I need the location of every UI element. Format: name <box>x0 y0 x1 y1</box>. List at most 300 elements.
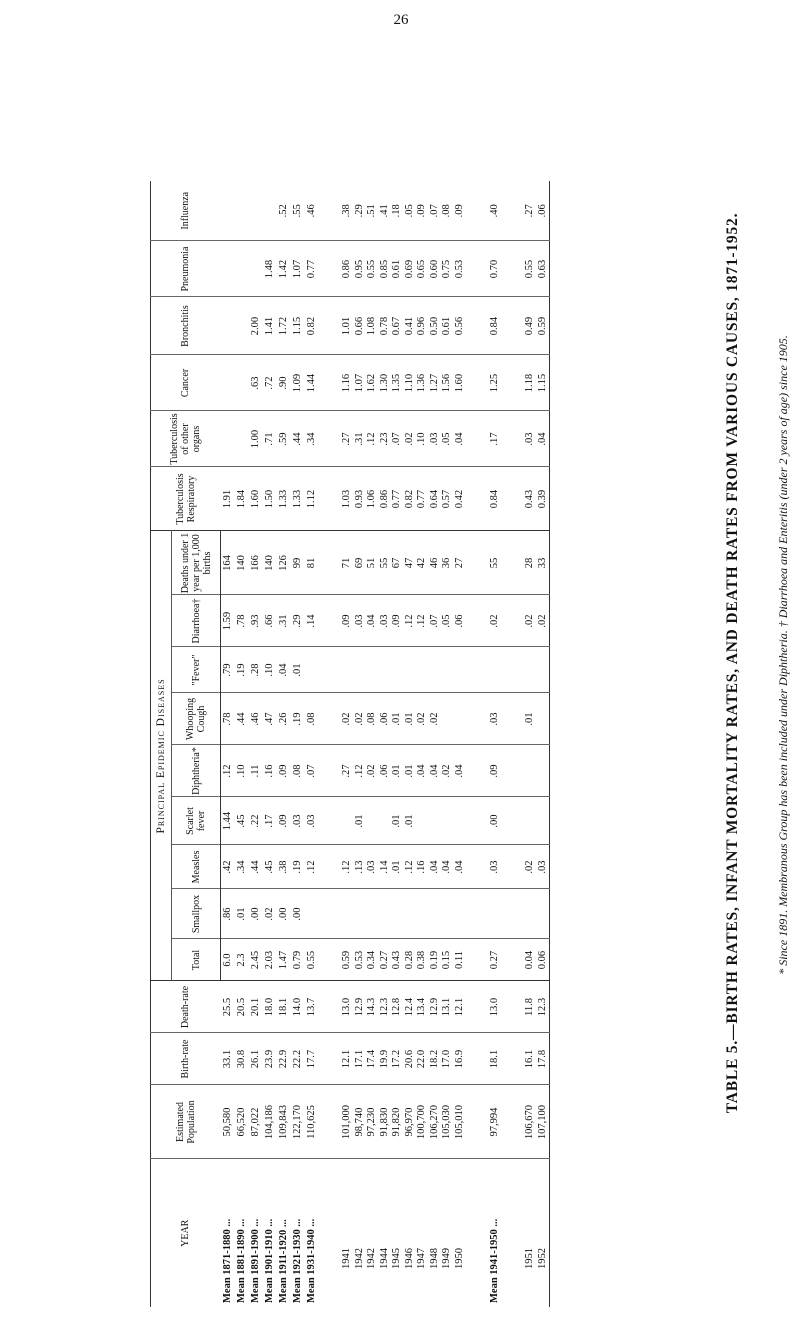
cell-measles: .03 <box>366 845 379 889</box>
cell-flu: .29 <box>354 181 367 241</box>
cell-population: 91,830 <box>379 1085 392 1159</box>
cell-smallpox <box>429 889 442 939</box>
cell-diph: .01 <box>404 745 417 797</box>
cell-measles: .03 <box>537 845 550 889</box>
cell-year: 1949 <box>441 1248 452 1269</box>
cell-diph: .09 <box>488 745 502 797</box>
spacer-cell <box>502 411 524 467</box>
cell-cancer: 1.60 <box>454 355 467 411</box>
cell-total: 0.34 <box>366 939 379 981</box>
cell-total: 2.03 <box>263 939 277 981</box>
cell-scarlet: .01 <box>404 797 417 845</box>
cell-bronch: 1.08 <box>366 297 379 355</box>
cell-bronch: 0.50 <box>429 297 442 355</box>
cell-year: 1948 <box>428 1248 440 1269</box>
cell-birth: 20.6 <box>404 1033 417 1085</box>
cell-population: 97,994 <box>488 1085 502 1159</box>
cell-infant: 28 <box>524 531 537 595</box>
cell-measles: .45 <box>263 845 277 889</box>
cell-year: Mean 1881-1890 ... <box>235 1218 247 1303</box>
cell-diph: .01 <box>391 745 404 797</box>
cell-scarlet <box>441 797 454 845</box>
cell-infant: 140 <box>235 531 249 595</box>
cell-pneu: 0.75 <box>441 241 454 297</box>
cell-death: 20.1 <box>249 981 263 1033</box>
cell-tb: 0.77 <box>391 467 404 531</box>
cell-year: Mean 1901-1910 ... <box>263 1218 275 1303</box>
spacer-cell <box>319 939 341 981</box>
cell-birth: 17.7 <box>305 1033 319 1085</box>
cell-flu: .18 <box>391 181 404 241</box>
spacer-cell <box>466 745 488 797</box>
cell-pneu <box>249 241 263 297</box>
header-year: YEAR <box>180 1219 192 1247</box>
cell-total: 0.43 <box>391 939 404 981</box>
header-tuberculosis: Tuberculosis Respiratory <box>151 467 221 531</box>
cell-measles: .12 <box>341 845 354 889</box>
spacer-cell <box>319 531 341 595</box>
table-row <box>391 181 404 1307</box>
cell-year: Mean 1931-1940 ... <box>305 1218 317 1303</box>
cell-measles: .38 <box>277 845 291 889</box>
cell-tb: 1.50 <box>263 467 277 531</box>
table-row <box>263 181 277 1307</box>
cell-pneu: 0.77 <box>305 241 319 297</box>
cell-birth: 17.4 <box>366 1033 379 1085</box>
cell-whoop <box>454 693 467 745</box>
table-row <box>416 181 429 1307</box>
cell-whoop: .06 <box>379 693 392 745</box>
cell-measles: .04 <box>429 845 442 889</box>
cell-total: 0.06 <box>537 939 550 981</box>
cell-scarlet <box>379 797 392 845</box>
table-spacer-row <box>319 181 341 1307</box>
cell-infant: 71 <box>341 531 354 595</box>
cell-pneu <box>235 241 249 297</box>
cell-whoop: .47 <box>263 693 277 745</box>
cell-fever <box>366 647 379 693</box>
header-epidemic-band: Principal Epidemic Diseases <box>151 531 172 981</box>
cell-tb: 0.84 <box>488 467 502 531</box>
spacer-cell <box>502 797 524 845</box>
spacer-cell <box>466 411 488 467</box>
cell-tbo: .44 <box>291 411 305 467</box>
cell-diarr: .02 <box>488 595 502 647</box>
spacer-cell <box>466 1033 488 1085</box>
cell-scarlet <box>537 797 550 845</box>
spacer-cell <box>502 845 524 889</box>
table-row <box>277 181 291 1307</box>
cell-bronch: 2.00 <box>249 297 263 355</box>
table-row <box>379 181 392 1307</box>
cell-cancer: 1.27 <box>429 355 442 411</box>
cell-measles: .19 <box>291 845 305 889</box>
cell-tbo: .27 <box>341 411 354 467</box>
cell-tbo <box>221 411 236 467</box>
cell-pneu: 0.55 <box>524 241 537 297</box>
cell-whoop: .78 <box>221 693 236 745</box>
cell-death: 12.4 <box>404 981 417 1033</box>
table-row <box>524 181 537 1307</box>
cell-infant: 33 <box>537 531 550 595</box>
spacer-cell <box>502 1159 524 1307</box>
cell-year: 1942 <box>353 1248 365 1269</box>
spacer-cell <box>319 297 341 355</box>
cell-birth: 22.0 <box>416 1033 429 1085</box>
cell-whoop <box>441 693 454 745</box>
cell-pneu: 0.55 <box>366 241 379 297</box>
cell-tbo: .03 <box>524 411 537 467</box>
cell-diph: .10 <box>235 745 249 797</box>
cell-death: 18.1 <box>277 981 291 1033</box>
cell-tbo: .17 <box>488 411 502 467</box>
cell-death: 12.9 <box>354 981 367 1033</box>
cell-death: 12.3 <box>379 981 392 1033</box>
cell-birth: 17.8 <box>537 1033 550 1085</box>
cell-flu: .41 <box>379 181 392 241</box>
table-row <box>429 181 442 1307</box>
header-diarrhoea: Diarrhoea† <box>172 595 221 647</box>
cell-fever <box>429 647 442 693</box>
cell-scarlet: .03 <box>291 797 305 845</box>
cell-birth: 17.1 <box>354 1033 367 1085</box>
cell-scarlet <box>429 797 442 845</box>
cell-diph: .02 <box>366 745 379 797</box>
spacer-cell <box>319 647 341 693</box>
cell-tb: 1.84 <box>235 467 249 531</box>
cell-fever <box>488 647 502 693</box>
cell-measles: .04 <box>454 845 467 889</box>
cell-death: 12.9 <box>429 981 442 1033</box>
cell-whoop: .19 <box>291 693 305 745</box>
cell-year: Mean 1941-1950 ... <box>488 1218 500 1303</box>
cell-measles: .13 <box>354 845 367 889</box>
header-tb-other: Tuberculosis of other organs <box>151 411 221 467</box>
cell-diph: .12 <box>221 745 236 797</box>
cell-tbo: .71 <box>263 411 277 467</box>
header-cancer: Cancer <box>151 355 221 411</box>
cell-diarr: .06 <box>454 595 467 647</box>
cell-year: 1942 <box>366 1248 377 1269</box>
spacer-cell <box>502 595 524 647</box>
cell-tb: 1.33 <box>277 467 291 531</box>
spacer-cell <box>466 647 488 693</box>
cell-bronch: 0.96 <box>416 297 429 355</box>
spacer-cell <box>466 355 488 411</box>
cell-flu <box>221 181 236 241</box>
cell-total: 0.15 <box>441 939 454 981</box>
cell-birth: 18.2 <box>429 1033 442 1085</box>
cell-scarlet: .45 <box>235 797 249 845</box>
cell-birth: 30.8 <box>235 1033 249 1085</box>
cell-death: 13.1 <box>441 981 454 1033</box>
cell-population: 110,625 <box>305 1085 319 1159</box>
cell-scarlet <box>524 797 537 845</box>
cell-whoop: .02 <box>341 693 354 745</box>
cell-cancer: 1.18 <box>524 355 537 411</box>
cell-flu <box>249 181 263 241</box>
cell-tb: 1.60 <box>249 467 263 531</box>
header-smallpox: Smallpox <box>172 889 221 939</box>
cell-fever <box>537 647 550 693</box>
spacer-cell <box>502 531 524 595</box>
spacer-cell <box>466 531 488 595</box>
cell-whoop: .02 <box>416 693 429 745</box>
cell-infant: 55 <box>379 531 392 595</box>
cell-scarlet <box>416 797 429 845</box>
cell-whoop: .08 <box>366 693 379 745</box>
cell-total: 0.59 <box>341 939 354 981</box>
table-row <box>221 181 236 1307</box>
spacer-cell <box>319 467 341 531</box>
cell-pneu: 0.65 <box>416 241 429 297</box>
spacer-cell <box>319 241 341 297</box>
cell-population: 101,000 <box>341 1085 354 1159</box>
cell-death: 12.3 <box>537 981 550 1033</box>
cell-fever: .28 <box>249 647 263 693</box>
cell-cancer: 1.15 <box>537 355 550 411</box>
cell-tb: 1.12 <box>305 467 319 531</box>
cell-year: 1947 <box>416 1248 427 1269</box>
header-diphtheria: Diphtheria* <box>172 745 221 797</box>
cell-population: 109,843 <box>277 1085 291 1159</box>
table-row <box>354 181 367 1307</box>
cell-total: 1.47 <box>277 939 291 981</box>
cell-measles: .02 <box>524 845 537 889</box>
cell-death: 18.0 <box>263 981 277 1033</box>
cell-fever <box>524 647 537 693</box>
cell-diph: .16 <box>263 745 277 797</box>
cell-diarr: .09 <box>391 595 404 647</box>
cell-flu: .05 <box>404 181 417 241</box>
cell-diarr: .78 <box>235 595 249 647</box>
cell-birth: 16.9 <box>454 1033 467 1085</box>
header-population: Estimated Population <box>151 1085 221 1159</box>
spacer-cell <box>502 647 524 693</box>
cell-bronch: 0.66 <box>354 297 367 355</box>
cell-measles: .03 <box>488 845 502 889</box>
header-pneumonia: Pneumonia <box>151 241 221 297</box>
cell-flu: .38 <box>341 181 354 241</box>
cell-birth: 16.1 <box>524 1033 537 1085</box>
footnote: * Since 1891. Membranous Group has been included under Diphtheria. † Diarrhoea and Enteritis (under 2 years of age) since 1905. <box>776 335 790 975</box>
cell-infant: 55 <box>488 531 502 595</box>
cell-infant: 140 <box>263 531 277 595</box>
cell-infant: 69 <box>354 531 367 595</box>
table-body <box>221 181 550 1307</box>
cell-birth: 33.1 <box>221 1033 236 1085</box>
spacer-cell <box>466 939 488 981</box>
spacer-cell <box>466 797 488 845</box>
cell-population: 105,010 <box>454 1085 467 1159</box>
cell-tbo: .02 <box>404 411 417 467</box>
cell-bronch: 0.84 <box>488 297 502 355</box>
cell-tbo: .59 <box>277 411 291 467</box>
cell-scarlet: .01 <box>391 797 404 845</box>
cell-flu <box>263 181 277 241</box>
cell-whoop: .01 <box>524 693 537 745</box>
cell-scarlet <box>366 797 379 845</box>
cell-tbo: .04 <box>454 411 467 467</box>
cell-birth: 12.1 <box>341 1033 354 1085</box>
table-row <box>488 181 502 1307</box>
cell-scarlet: 1.44 <box>221 797 236 845</box>
cell-bronch: 0.61 <box>441 297 454 355</box>
cell-fever: .01 <box>291 647 305 693</box>
cell-infant: 51 <box>366 531 379 595</box>
cell-smallpox <box>391 889 404 939</box>
cell-diarr: .05 <box>441 595 454 647</box>
table-row <box>291 181 305 1307</box>
cell-flu: .09 <box>454 181 467 241</box>
cell-bronch: 0.67 <box>391 297 404 355</box>
cell-diph: .08 <box>291 745 305 797</box>
cell-tb: 0.64 <box>429 467 442 531</box>
cell-year: 1946 <box>403 1248 415 1269</box>
cell-fever <box>454 647 467 693</box>
spacer-cell <box>319 181 341 241</box>
cell-scarlet: .03 <box>305 797 319 845</box>
cell-tbo: .31 <box>354 411 367 467</box>
spacer-cell <box>502 745 524 797</box>
cell-cancer: 1.62 <box>366 355 379 411</box>
cell-death: 13.0 <box>341 981 354 1033</box>
cell-tb: 1.03 <box>341 467 354 531</box>
cell-pneu: 1.48 <box>263 241 277 297</box>
cell-death: 25.5 <box>221 981 236 1033</box>
cell-death: 12.8 <box>391 981 404 1033</box>
cell-death: 11.8 <box>524 981 537 1033</box>
cell-flu: .08 <box>441 181 454 241</box>
spacer-cell <box>319 889 341 939</box>
cell-scarlet: .00 <box>488 797 502 845</box>
cell-infant: 126 <box>277 531 291 595</box>
cell-fever <box>416 647 429 693</box>
cell-scarlet: .22 <box>249 797 263 845</box>
cell-total: 0.53 <box>354 939 367 981</box>
cell-cancer: 1.30 <box>379 355 392 411</box>
header-infant-deaths: Deaths under 1 year per 1,000 births <box>172 531 221 595</box>
cell-whoop: .44 <box>235 693 249 745</box>
table-row <box>441 181 454 1307</box>
cell-bronch <box>221 297 236 355</box>
cell-death: 14.3 <box>366 981 379 1033</box>
cell-birth: 22.9 <box>277 1033 291 1085</box>
cell-bronch: 0.49 <box>524 297 537 355</box>
cell-bronch: 1.01 <box>341 297 354 355</box>
cell-cancer <box>235 355 249 411</box>
cell-cancer: .63 <box>249 355 263 411</box>
cell-population: 87,022 <box>249 1085 263 1159</box>
cell-flu: .07 <box>429 181 442 241</box>
header-fever: "Fever" <box>172 647 221 693</box>
cell-smallpox <box>379 889 392 939</box>
cell-cancer: 1.07 <box>354 355 367 411</box>
cell-pneu: 0.86 <box>341 241 354 297</box>
cell-whoop: .08 <box>305 693 319 745</box>
cell-birth: 17.2 <box>391 1033 404 1085</box>
spacer-cell <box>466 467 488 531</box>
header-bronchitis: Bronchitis <box>151 297 221 355</box>
cell-cancer: 1.09 <box>291 355 305 411</box>
cell-diph: .04 <box>429 745 442 797</box>
cell-population: 96,970 <box>404 1085 417 1159</box>
cell-tb: 0.93 <box>354 467 367 531</box>
cell-whoop: .01 <box>391 693 404 745</box>
spacer-cell <box>319 981 341 1033</box>
cell-fever <box>404 647 417 693</box>
cell-diarr: .07 <box>429 595 442 647</box>
cell-diph: .12 <box>354 745 367 797</box>
cell-scarlet: .01 <box>354 797 367 845</box>
cell-flu: .06 <box>537 181 550 241</box>
cell-population: 98,740 <box>354 1085 367 1159</box>
cell-bronch: 1.15 <box>291 297 305 355</box>
cell-total: 0.38 <box>416 939 429 981</box>
cell-infant: 99 <box>291 531 305 595</box>
spacer-cell <box>319 355 341 411</box>
cell-death: 20.5 <box>235 981 249 1033</box>
cell-flu: .52 <box>277 181 291 241</box>
cell-smallpox <box>441 889 454 939</box>
cell-smallpox <box>404 889 417 939</box>
table-row <box>341 181 354 1307</box>
table-row <box>454 181 467 1307</box>
cell-diarr: .66 <box>263 595 277 647</box>
header-total: Total <box>172 939 221 981</box>
cell-tbo: .07 <box>391 411 404 467</box>
cell-total: 0.19 <box>429 939 442 981</box>
cell-tbo: .23 <box>379 411 392 467</box>
cell-cancer: .90 <box>277 355 291 411</box>
cell-measles: .42 <box>221 845 236 889</box>
cell-infant: 81 <box>305 531 319 595</box>
cell-diph: .02 <box>441 745 454 797</box>
cell-whoop: .02 <box>429 693 442 745</box>
cell-diarr: .02 <box>537 595 550 647</box>
cell-smallpox <box>341 889 354 939</box>
cell-death: 13.0 <box>488 981 502 1033</box>
cell-smallpox <box>354 889 367 939</box>
cell-whoop: .02 <box>354 693 367 745</box>
cell-fever <box>391 647 404 693</box>
cell-smallpox: .02 <box>263 889 277 939</box>
cell-diph <box>537 745 550 797</box>
cell-bronch: 1.41 <box>263 297 277 355</box>
table-row <box>537 181 550 1307</box>
cell-population: 91,820 <box>391 1085 404 1159</box>
cell-tbo: .10 <box>416 411 429 467</box>
spacer-cell <box>502 181 524 241</box>
cell-infant: 27 <box>454 531 467 595</box>
spacer-cell <box>502 981 524 1033</box>
cell-smallpox: .86 <box>221 889 236 939</box>
cell-measles: .12 <box>404 845 417 889</box>
spacer-cell <box>502 1085 524 1159</box>
cell-bronch <box>235 297 249 355</box>
cell-flu <box>235 181 249 241</box>
cell-pneu: 0.60 <box>429 241 442 297</box>
cell-total: 0.27 <box>488 939 502 981</box>
page-number: 26 <box>393 12 409 28</box>
cell-measles: .14 <box>379 845 392 889</box>
cell-cancer: 1.56 <box>441 355 454 411</box>
cell-tbo <box>235 411 249 467</box>
cell-diarr: .02 <box>524 595 537 647</box>
cell-diarr: .12 <box>404 595 417 647</box>
cell-birth: 19.9 <box>379 1033 392 1085</box>
cell-infant: 67 <box>391 531 404 595</box>
